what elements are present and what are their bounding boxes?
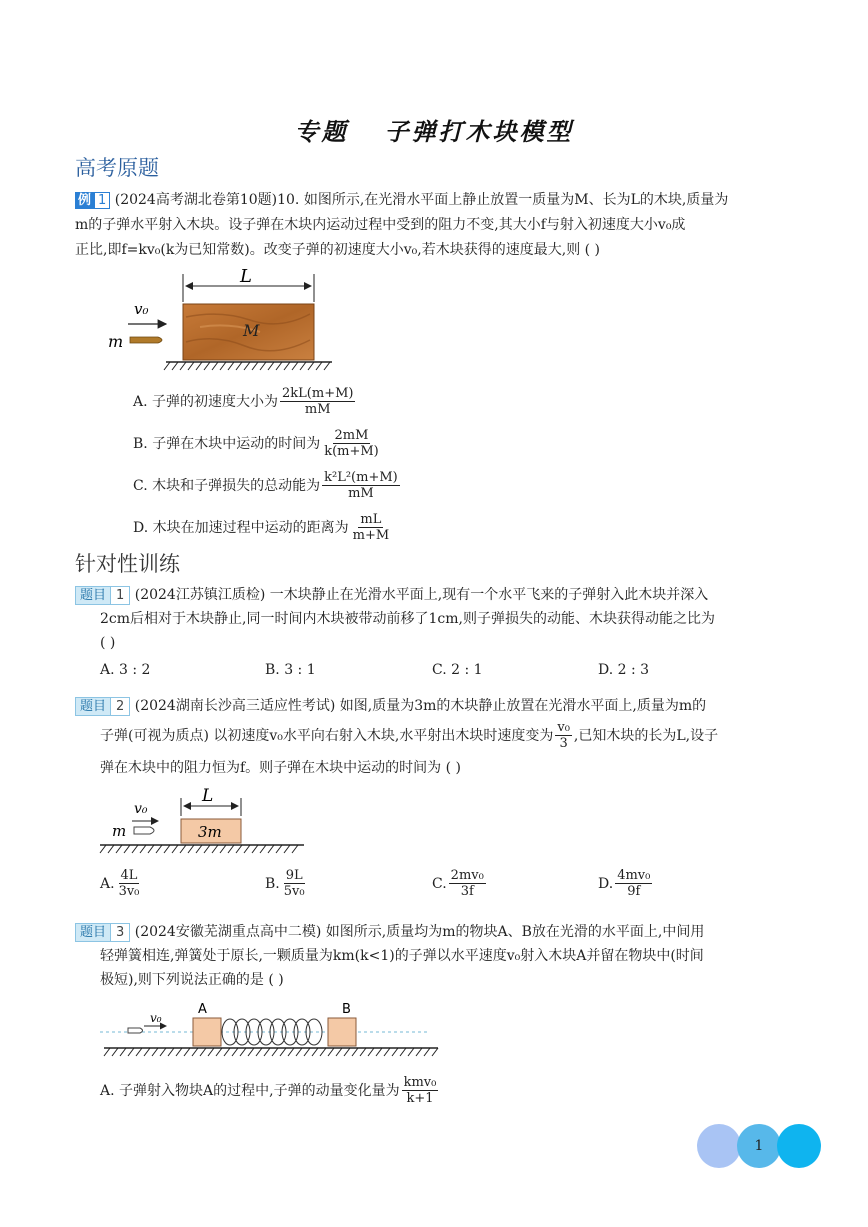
question-3-option-a[interactable]: A. 子弹射入物块A的过程中,子弹的动量变化量为 $\frac{\text{kmv₀}}{k+1}$: [100, 1075, 437, 1106]
page-circle-decor: [697, 1124, 741, 1168]
block-b-label: B: [342, 1002, 351, 1017]
question-3-line2: 轻弹簧相连,弹簧处于原长,一颗质量为km(k<1)的子弹以水平速度v₀射入木块A并留在物块中(时间: [100, 948, 704, 964]
title-prefix: 专题: [294, 117, 349, 146]
question-2-option-d[interactable]: D. $\frac{\text{4mv₀}}{9f}$: [598, 868, 651, 899]
block-mass-label: M: [243, 321, 260, 340]
example-number: 1: [94, 192, 110, 209]
example-option-a[interactable]: A. 子弹的初速度大小为 $\frac{2kL(m+M)}{mM}$: [133, 386, 354, 417]
question-3-tag: 题目 3: [75, 923, 130, 942]
question-1-tag: 题目 1: [75, 586, 130, 605]
question-1-line1: 题目 1 (2024江苏镇江质检) 一木块静止在光滑水平面上,现有一个水平飞来的子弹射入此木块并深入: [75, 585, 708, 605]
page-number: 1: [737, 1124, 781, 1168]
example-option-b[interactable]: B. 子弹在木块中运动的时间为 $\frac{2mM}{k(m+M)}$: [133, 428, 379, 459]
question-3-line1: 题目 3 (2024安徽芜湖重点高中二模) 如图所示,质量均为m的物块A、B放在光滑的水平面上,中间用: [75, 922, 704, 942]
example-option-c[interactable]: C. 木块和子弹损失的总动能为 $\frac{\text{k²L²(m+M)}}{mM}$: [133, 470, 398, 501]
question-1-option-a[interactable]: A. 3 : 2: [100, 662, 151, 678]
question-2-line1: 题目 2 (2024湖南长沙高三适应性考试) 如图,质量为3m的木块静止放置在光滑水平面上,质量为m的: [75, 696, 706, 716]
bullet-mass-label: m: [112, 822, 127, 840]
velocity-label: v₀: [150, 1011, 162, 1025]
question-2-option-c[interactable]: C. $\frac{\text{2mv₀}}{3f}$: [432, 868, 484, 899]
section-heading-exam: 高考原题: [75, 156, 159, 180]
section-heading-training: 针对性训练: [75, 552, 180, 576]
title-main: 子弹打木块模型: [384, 117, 574, 146]
bullet-mass-label: m: [108, 332, 124, 351]
block-mass-label: 3m: [198, 823, 222, 841]
example-1-line3: 正比,即f=kv₀(k为已知常数)。改变子弹的初速度大小v₀,若木块获得的速度最大,则 ( ): [75, 242, 601, 258]
question-2-tag: 题目 2: [75, 697, 130, 716]
wood-block-figure: [100, 262, 340, 374]
spring-icon: [222, 1019, 322, 1045]
spring-blocks-figure: [100, 998, 445, 1060]
question-3-line3: 极短),则下列说法正确的是 ( ): [100, 972, 284, 988]
example-1-line2: m的子弹水平射入木块。设子弹在木块内运动过程中受到的阻力不变,其大小f与射入初速度大小v₀成: [75, 217, 686, 233]
question-2-line2: 子弹(可视为质点) 以初速度v₀水平向右射入木块,水平射出木块时速度变为 $\frac{\text{v₀}}{3}$ ,已知木块的长为L,设子: [100, 720, 719, 751]
bullet-icon: [134, 827, 154, 834]
bullet-icon: [128, 1028, 143, 1033]
question-1-option-b[interactable]: B. 3 : 1: [265, 662, 316, 678]
dimension-label: L: [240, 266, 252, 287]
question-1-line3: ( ): [100, 635, 116, 651]
question-2-option-a[interactable]: A. $\frac{4L}{\text{3v₀}}$: [100, 868, 140, 899]
dimension-label: L: [202, 786, 214, 806]
example-tag: 例: [75, 192, 94, 209]
bullet-icon: [130, 337, 162, 343]
example-1-line1: 例 1 (2024高考湖北卷第10题)10. 如图所示,在光滑水平面上静止放置一质量为M、长为L的木块,质量为: [75, 190, 728, 210]
question-1-option-c[interactable]: C. 2 : 1: [432, 662, 483, 678]
velocity-label: v₀: [134, 801, 148, 817]
page-circle-decor: [777, 1124, 821, 1168]
block-3m-figure: [98, 782, 308, 858]
velocity-label: v₀: [134, 300, 149, 318]
question-1-option-d[interactable]: D. 2 : 3: [598, 662, 650, 678]
example-option-d[interactable]: D. 木块在加速过程中运动的距离为 $\frac{mL}{m+M}$: [133, 512, 390, 543]
page-title: [0, 112, 868, 147]
question-2-line3: 弹在木块中的阻力恒为f。则子弹在木块中运动的时间为 ( ): [100, 760, 462, 776]
question-1-line2: 2cm后相对于木块静止,同一时间内木块被带动前移了1cm,则子弹损失的动能、木块获得动能之比为: [100, 611, 715, 627]
question-2-option-b[interactable]: B. $\frac{9L}{\text{5v₀}}$: [265, 868, 305, 899]
block-a-label: A: [198, 1002, 207, 1017]
